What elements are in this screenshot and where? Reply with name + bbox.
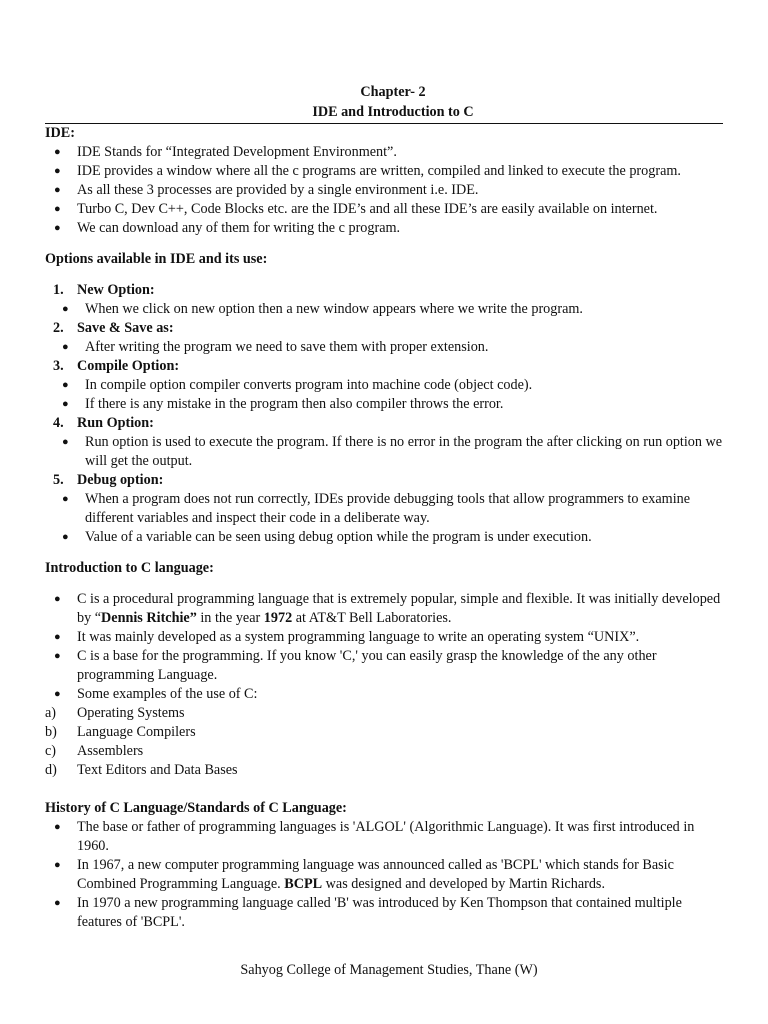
history-bold-text: BCPL	[284, 876, 323, 892]
list-item: ● Some examples of the use of C:	[45, 685, 723, 704]
list-item: ● As all these 3 processes are provided by a single environment i.e. IDE.	[45, 181, 723, 200]
list-item	[45, 704, 723, 723]
intro-text: in the year	[196, 610, 264, 626]
option-debug	[45, 471, 723, 490]
list-item	[45, 723, 723, 742]
document-page	[45, 82, 723, 932]
option-title: Save & Save as:	[77, 320, 174, 336]
option-number: 4.	[53, 415, 64, 431]
item-letter: a)	[45, 705, 57, 721]
item-text: Assemblers	[77, 743, 144, 759]
option-save	[45, 319, 723, 338]
list-item: ● It was mainly developed as a system programming language to write an operating system “UNIX”.	[45, 628, 723, 647]
list-item: ● Turbo C, Dev C++, Code Blocks etc. are the IDE’s and all these IDE’s are easily available on internet.	[45, 200, 723, 219]
intro-text: C is a procedural programming language that is extremely popular, simple and flexible. It was initially developed by “	[77, 591, 721, 626]
list-item: ● We can download any of them for writing the c program.	[45, 219, 723, 238]
option-number: 3.	[53, 358, 64, 374]
option-title: Run Option:	[77, 415, 154, 431]
page-footer: Sahyog College of Management Studies, Thane (W)	[240, 962, 538, 978]
chapter-label: Chapter- 2	[360, 84, 426, 100]
options-list	[45, 281, 723, 547]
option-run	[45, 414, 723, 433]
list-item: ● IDE provides a window where all the c programs are written, compiled and linked to execute the program.	[45, 162, 723, 181]
intro-bullet-list	[45, 590, 723, 704]
item-letter: c)	[45, 743, 57, 759]
list-item: ● The base or father of programming languages is 'ALGOL' (Algorithmic Language). It was first introduced in 1960.	[45, 818, 723, 856]
list-item: ● In 1970 a new programming language called 'B' was introduced by Ken Thompson that contained multiple features of 'BCPL'.	[45, 894, 723, 932]
options-heading: Options available in IDE and its use:	[45, 251, 268, 267]
list-item: ● Value of a variable can be seen using debug option while the program is under execution.	[45, 528, 723, 547]
list-item: ● If there is any mistake in the program then also compiler throws the error.	[45, 395, 723, 414]
list-item: ● C is a base for the programming. If you know 'C,' you can easily grasp the knowledge of the any other programming Language.	[45, 647, 723, 685]
item-text: Language Compilers	[77, 724, 196, 740]
list-item: ● When we click on new option then a new window appears where we write the program.	[45, 300, 723, 319]
option-title: New Option:	[77, 282, 155, 298]
year: 1972	[263, 610, 293, 626]
option-number: 2.	[53, 320, 64, 336]
history-heading: History of C Language/Standards of C Language:	[45, 800, 347, 816]
history-text: was designed and developed by Martin Richards.	[322, 876, 606, 892]
option-new	[45, 281, 723, 300]
item-letter: d)	[45, 762, 57, 778]
uses-list	[45, 704, 723, 780]
chapter-title: IDE and Introduction to C	[312, 104, 474, 120]
item-letter: b)	[45, 724, 57, 740]
history-text: In 1967, a new computer programming language was announced called as 'BCPL' which stands for Basic Combined Programming Language.	[77, 857, 674, 892]
option-number: 1.	[53, 282, 64, 298]
list-item	[45, 590, 723, 628]
list-item	[45, 761, 723, 780]
item-text: Text Editors and Data Bases	[77, 762, 238, 778]
intro-heading: Introduction to C language:	[45, 560, 214, 576]
list-item: ● IDE Stands for “Integrated Development Environment”.	[45, 143, 723, 162]
list-item: ● After writing the program we need to save them with proper extension.	[45, 338, 723, 357]
author-name: Dennis Ritchie”	[101, 610, 197, 626]
list-item: ● In compile option compiler converts program into machine code (object code).	[45, 376, 723, 395]
ide-heading: IDE:	[45, 125, 75, 141]
intro-text: at AT&T Bell Laboratories.	[292, 610, 452, 626]
option-compile	[45, 357, 723, 376]
list-item: ● When a program does not run correctly, IDEs provide debugging tools that allow programmers to examine different variables and inspect their code in a deliberate way.	[45, 490, 723, 528]
ide-bullet-list	[45, 143, 723, 238]
option-title: Compile Option:	[77, 358, 180, 374]
list-item	[45, 742, 723, 761]
option-title: Debug option:	[77, 472, 164, 488]
history-bullet-list	[45, 818, 723, 932]
list-item: ● Run option is used to execute the program. If there is no error in the program the after clicking on run option we will get the output.	[45, 433, 723, 471]
option-number: 5.	[53, 472, 64, 488]
list-item	[45, 856, 723, 894]
item-text: Operating Systems	[77, 705, 185, 721]
